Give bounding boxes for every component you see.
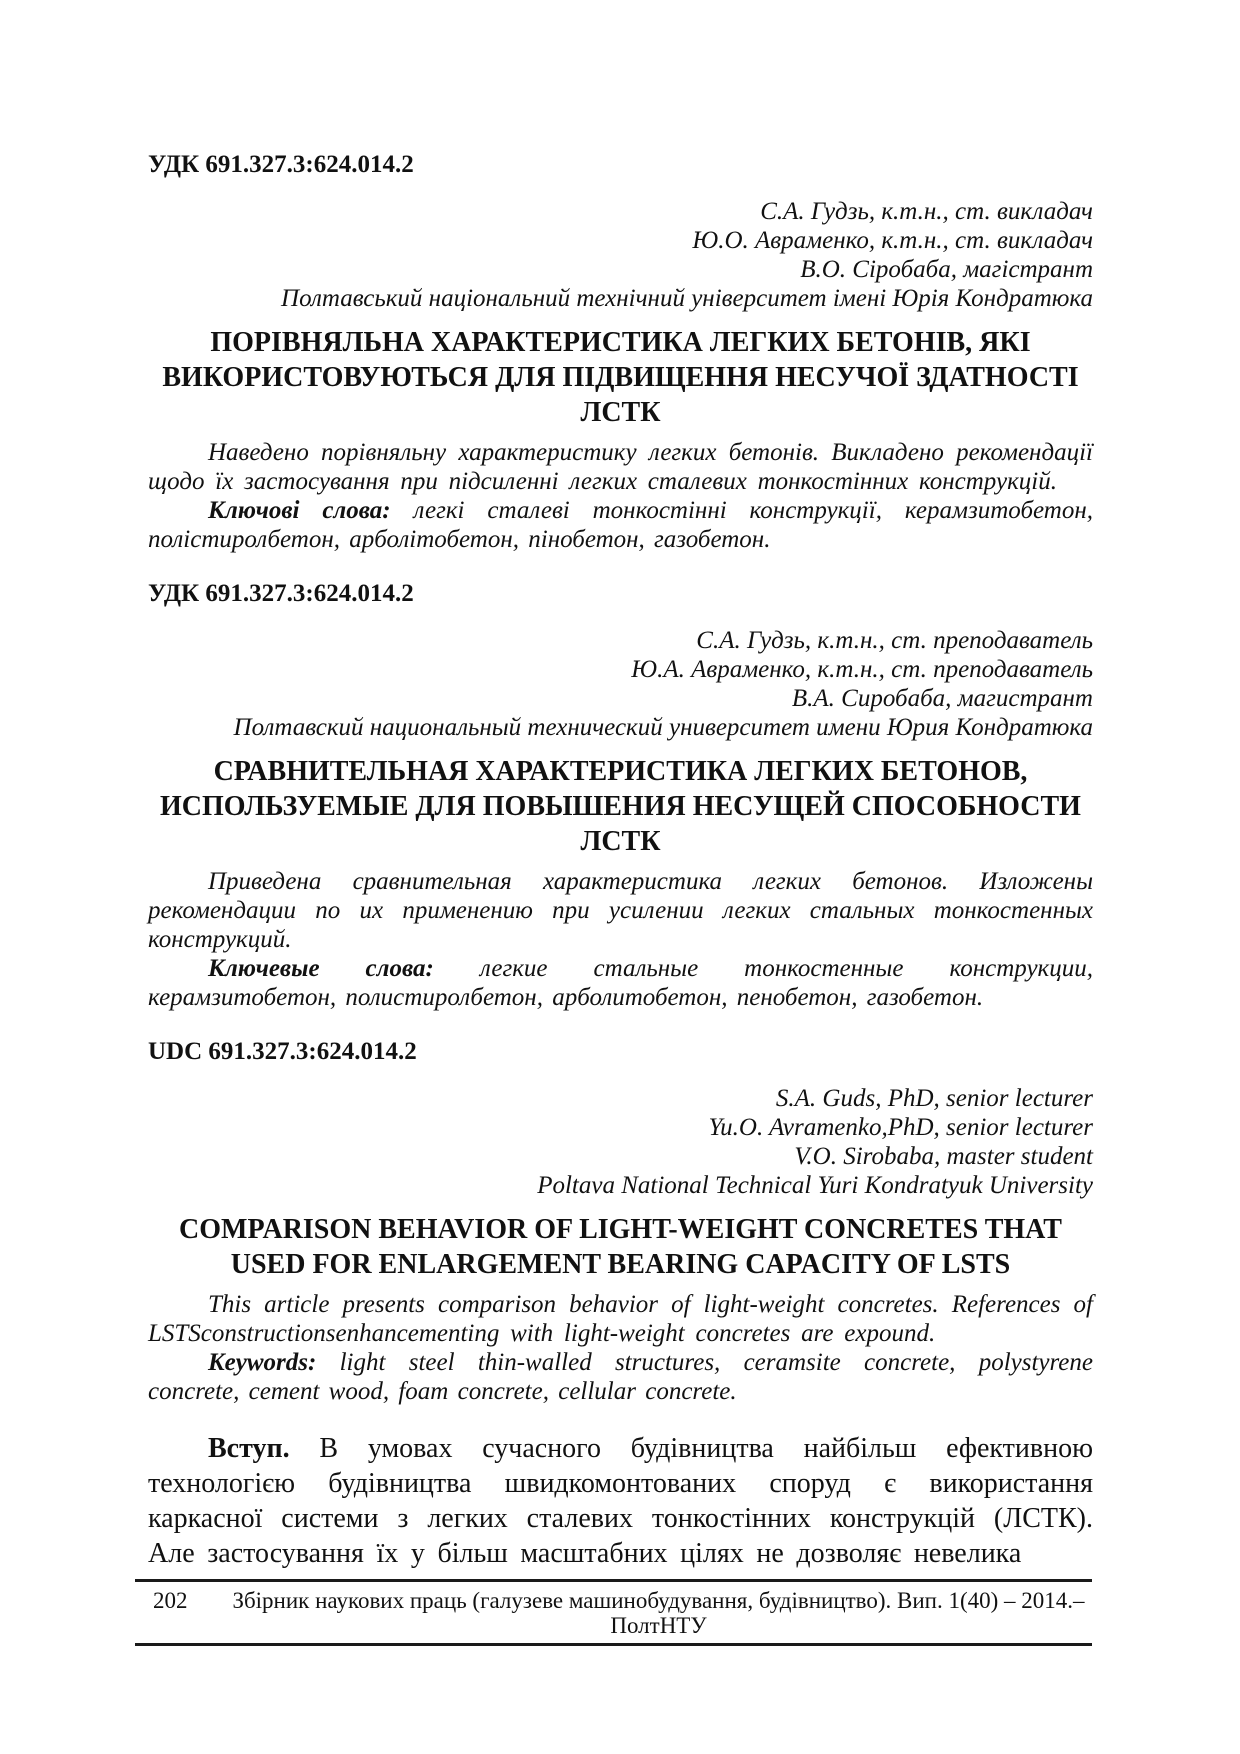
byline-block — [148, 626, 1093, 742]
byline-block — [148, 1084, 1093, 1200]
keywords-label: Ключові слова: — [208, 497, 391, 524]
keywords-paragraph — [148, 954, 1093, 1012]
keywords-label: Ключевые слова: — [208, 955, 434, 982]
author-line: S.A. Guds, PhD, senior lecturer — [775, 1085, 1093, 1112]
keywords-label: Keywords: — [208, 1349, 317, 1376]
article-title: СРАВНИТЕЛЬНАЯ ХАРАКТЕРИСТИКА ЛЕГКИХ БЕТОНОВ, ИСПОЛЬЗУЕМЫЕ ДЛЯ ПОВЫШЕНИЯ НЕСУЩЕЙ СПОСОБНОСТИ ЛСТК — [160, 756, 1081, 857]
author-line: С.А. Гудзь, к.т.н., ст. викладач — [760, 198, 1093, 225]
udc-code: УДК 691.327.3:624.014.2 — [148, 151, 414, 178]
abstract-paragraph: Приведена сравнительная характеристика легких бетонов. Изложены рекомендации по их применению при усилении легких стальных тонкостенных конструкций. — [148, 868, 1093, 953]
section-english — [148, 1037, 1093, 1406]
section-ukrainian — [148, 150, 1093, 554]
keywords-paragraph — [148, 496, 1093, 554]
abstract-paragraph: Наведено порівняльну характеристику легких бетонів. Викладено рекомендації щодо їх застосування при підсиленні легких сталевих тонкостінних конструкцій. — [148, 439, 1093, 495]
affiliation-line: Poltava National Technical Yuri Kondratyuk University — [537, 1172, 1093, 1199]
author-line: Yu.O. Avramenko,PhD, senior lecturer — [708, 1114, 1093, 1141]
author-line: В.О. Сіробаба, магістрант — [800, 256, 1093, 283]
byline-block — [148, 197, 1093, 313]
article-title: COMPARISON BEHAVIOR OF LIGHT-WEIGHT CONCRETES THAT USED FOR ENLARGEMENT BEARING CAPACITY OF LSTS — [179, 1214, 1062, 1280]
keywords-text: light steel thin-walled structures, ceramsite concrete, polystyrene concrete, cement wood, foam concrete, cellular concrete. — [148, 1349, 1094, 1405]
keywords-text: легкі сталеві тонкостінні конструкції, керамзитобетон, полістиролбетон, арболітобетон, пінобетон, газобетон. — [148, 497, 1093, 553]
intro-body: В умовах сучасного будівництва найбільш ефективною технологією будівництва швидкомонтованих споруд є використання каркасної системи з легких сталевих тонкостінних конструкцій (ЛСТК). Але застосування їх у більш масштабних цілях не дозволяє невелика — [148, 1433, 1093, 1569]
udc-code: УДК 691.327.3:624.014.2 — [148, 580, 414, 607]
keywords-paragraph — [148, 1348, 1093, 1406]
intro-paragraph — [148, 1431, 1093, 1571]
author-line: Ю.О. Авраменко, к.т.н., ст. викладач — [692, 227, 1093, 254]
section-russian — [148, 579, 1093, 1012]
affiliation-line: Полтавский национальный технический университет имени Юрия Кондратюка — [233, 714, 1093, 741]
author-line: С.А. Гудзь, к.т.н., ст. преподаватель — [696, 627, 1093, 654]
udc-code: UDC 691.327.3:624.014.2 — [148, 1038, 417, 1065]
author-line: Ю.А. Авраменко, к.т.н., ст. преподаватель — [631, 656, 1093, 683]
author-line: В.А. Сиробаба, магистрант — [791, 685, 1093, 712]
intro-lead: Вступ. — [208, 1433, 290, 1464]
abstract-paragraph: This article presents comparison behavior of light-weight concretes. References of LSTSconstructionsenhancementing with light-weight concretes are expound. — [148, 1291, 1093, 1347]
keywords-text: легкие стальные тонкостенные конструкции, керамзитобетон, полистиролбетон, арболитобетон, пенобетон, газобетон. — [148, 955, 1093, 1011]
footer-issue-line: Збірник наукових праць (галузеве машинобудування, будівництво). Вип. 1(40) – 2014.– ПолтНТУ — [232, 1588, 1085, 1638]
page-footer — [135, 1579, 1092, 1646]
article-title: ПОРІВНЯЛЬНА ХАРАКТЕРИСТИКА ЛЕГКИХ БЕТОНІВ, ЯКІ ВИКОРИСТОВУЮТЬСЯ ДЛЯ ПІДВИЩЕННЯ НЕСУЧОЇ ЗДАТНОСТІ ЛСТК — [162, 327, 1079, 428]
footer-page-number: 202 — [153, 1588, 188, 1613]
affiliation-line: Полтавський національний технічний університет імені Юрія Кондратюка — [281, 285, 1093, 312]
page-content — [148, 150, 1093, 1571]
author-line: V.O. Sirobaba, master student — [794, 1143, 1093, 1170]
